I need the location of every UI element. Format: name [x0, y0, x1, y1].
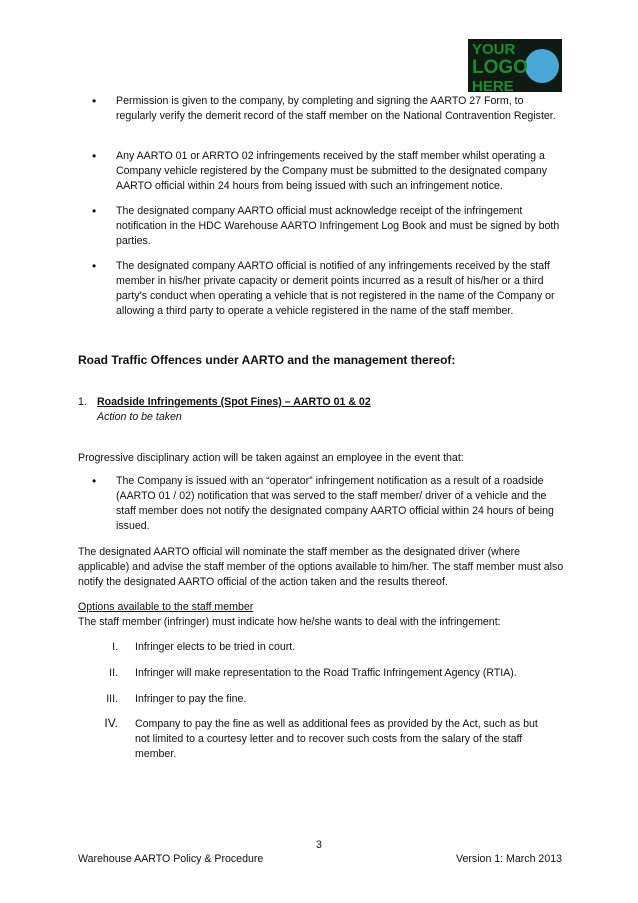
bullet-permission: Permission is given to the company, by completing and signing the AARTO 27 Form, to regularly verify the demerit record of the staff member on the National Contravention Register. [116, 95, 556, 122]
bullet-marker: • [92, 474, 97, 488]
logo-graphic [468, 39, 562, 92]
item-title: Roadside Infringements (Spot Fines) – AARTO 01 & 02 [97, 396, 371, 408]
item-number: 1. [78, 396, 87, 408]
option-numeral: III. [106, 693, 118, 705]
bullet-acknowledge-receipt: The designated company AARTO official must acknowledge receipt of the infringement notification in the HDC Warehouse AARTO Infringement Log Book and must be signed by both parties. [116, 205, 560, 247]
logo-text-here: HERE [472, 78, 514, 92]
option-text: Infringer will make representation to the Road Traffic Infringement Agency (RTIA). [135, 667, 517, 679]
bullet-marker: • [92, 149, 97, 163]
bullet-marker: • [92, 259, 97, 273]
options-heading: Options available to the staff member [78, 601, 254, 613]
option-numeral: IV. [104, 716, 118, 730]
logo-text-logo: LOGO [472, 57, 528, 78]
company-logo [468, 39, 562, 92]
section-heading: Road Traffic Offences under AARTO and the management thereof: [78, 353, 456, 367]
bullet-infringements-submission: Any AARTO 01 or ARRTO 02 infringements received by the staff member whilst operating a Company vehicle registered by the Company must be submitted to the designated company AARTO official within 24 hours from being issued with such an infringement notice. [116, 150, 548, 192]
footer-left: Warehouse AARTO Policy & Procedure [78, 853, 264, 865]
page-number: 3 [316, 839, 322, 851]
logo-blue-circle [525, 49, 559, 83]
option-text: Infringer elects to be tried in court. [135, 641, 296, 653]
bullet-marker: • [92, 204, 97, 218]
footer-right: Version 1: March 2013 [456, 853, 562, 865]
option-numeral: II. [109, 667, 118, 679]
option-text: Infringer to pay the fine. [135, 693, 247, 705]
item-subtitle: Action to be taken [97, 411, 182, 423]
logo-text-your: YOUR [472, 41, 516, 58]
nominate-paragraph: The designated AARTO official will nominate the staff member as the designated driver (where applicable) and advise the staff member of the options available to him/her. The staff member must also notify the designated AARTO official of the action taken and the results thereof. [78, 546, 564, 588]
bullet-private-infringements: The designated company AARTO official is notified of any infringements received by the staff member in his/her private capacity or demerit points incurred as a result of his/her or a third party’s conduct when operating a vehicle that is not registered in the name of the Company or allowing a third party to operate a vehicle registered in the name of the staff member. [116, 260, 555, 317]
progressive-text: Progressive disciplinary action will be taken against an employee in the event that: [78, 452, 464, 464]
option-text: Company to pay the fine as well as additional fees as provided by the Act, such as but not limited to a courtesy letter and to recover such costs from the salary of the staff member. [135, 718, 538, 760]
option-numeral: I. [112, 641, 118, 653]
options-intro: The staff member (infringer) must indicate how he/she wants to deal with the infringement: [78, 616, 501, 628]
bullet-operator-notification: The Company is issued with an “operator” infringement notification as a result of a roadside (AARTO 01 / 02) notification that was served to the staff member/ driver of a vehicle and the staff member does not notify the designated company AARTO official within 24 hours of being issued. [116, 475, 554, 532]
bullet-marker: • [92, 94, 97, 108]
